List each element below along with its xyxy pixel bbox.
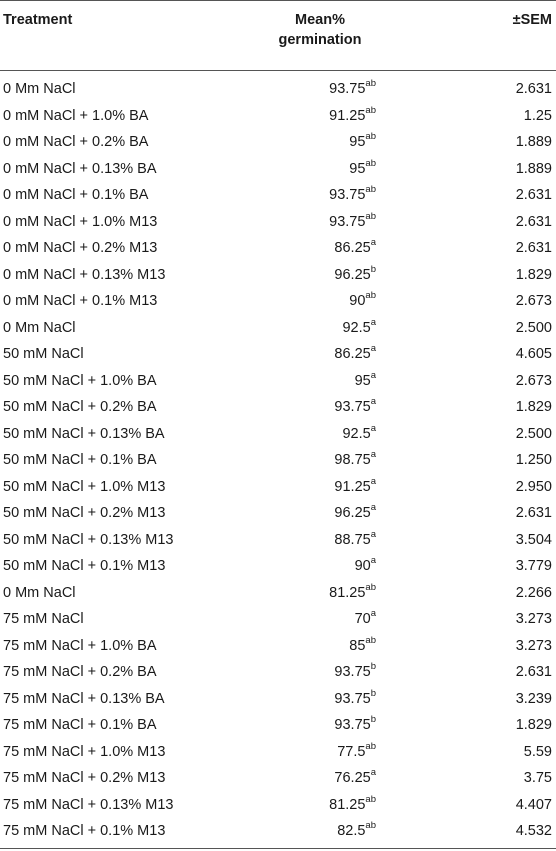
significance-letter: a (370, 343, 376, 355)
table-top-rule (0, 0, 556, 1)
sem-cell: 1.25 (523, 107, 552, 124)
table-row (0, 739, 556, 766)
mean-value: 96.25 (334, 266, 371, 283)
table-row (0, 659, 556, 686)
mean-germination-cell (334, 686, 376, 713)
mean-germination-cell (334, 341, 376, 368)
sem-cell: 3.75 (523, 770, 552, 786)
sem-cell: 4.605 (515, 346, 552, 362)
treatment-cell: 50 mM NaCl + 1.0% BA (3, 372, 157, 389)
table-row (0, 447, 556, 474)
mean-value: 91.25 (329, 107, 366, 124)
table-row (0, 580, 556, 607)
table-row (0, 553, 556, 580)
mean-germination-cell (334, 765, 376, 792)
mean-value: 82.5 (337, 823, 366, 839)
significance-letter: ab (365, 820, 376, 832)
treatment-cell: 0 mM NaCl + 0.2% M13 (3, 240, 158, 256)
treatment-cell: 0 Mm NaCl (3, 319, 76, 336)
treatment-cell: 0 mM NaCl + 0.2% BA (3, 134, 149, 150)
sem-cell: 1.250 (515, 452, 552, 468)
header-rule (0, 70, 556, 71)
sem-cell: 3.779 (515, 558, 552, 574)
table-row (0, 368, 556, 395)
treatment-cell: 0 Mm NaCl (3, 584, 76, 601)
table-row (0, 182, 556, 209)
mean-value: 93.75 (334, 717, 371, 733)
mean-germination-cell (349, 633, 376, 660)
mean-value: 86.25 (334, 346, 371, 362)
sem-cell: 2.500 (515, 425, 552, 442)
mean-germination-cell (337, 818, 376, 845)
mean-germination-cell (334, 394, 376, 421)
mean-value: 95 (349, 134, 366, 150)
sem-cell: 2.631 (515, 81, 552, 97)
significance-letter: ab (365, 793, 376, 805)
significance-letter: b (370, 263, 376, 275)
mean-value: 93.75 (334, 664, 371, 680)
sem-cell: 2.673 (515, 293, 552, 309)
table-bottom-rule (0, 848, 556, 849)
sem-cell: 1.889 (515, 134, 552, 150)
significance-letter: ab (365, 78, 376, 90)
mean-value: 92.5 (342, 319, 371, 336)
mean-value: 85 (349, 637, 366, 654)
mean-value: 77.5 (337, 743, 366, 760)
significance-letter: a (370, 528, 376, 540)
mean-germination-cell (329, 182, 376, 209)
mean-germination-cell (337, 739, 376, 766)
table-row (0, 394, 556, 421)
significance-letter: a (370, 316, 376, 328)
significance-letter: a (370, 369, 376, 381)
significance-letter: ab (365, 104, 376, 116)
sem-cell: 2.673 (515, 372, 552, 389)
treatment-cell: 0 Mm NaCl (3, 81, 76, 97)
treatment-cell: 75 mM NaCl + 0.13% M13 (3, 796, 174, 813)
table-row (0, 765, 556, 792)
significance-letter: ab (365, 210, 376, 222)
mean-germination-cell (334, 447, 376, 474)
table-row (0, 103, 556, 130)
significance-letter: ab (365, 157, 376, 169)
significance-letter: a (370, 396, 376, 408)
significance-letter: a (370, 555, 376, 567)
sem-cell: 2.631 (515, 664, 552, 680)
mean-value: 93.75 (334, 399, 371, 415)
significance-letter: ab (365, 290, 376, 302)
significance-letter: a (370, 608, 376, 620)
treatment-cell: 0 mM NaCl + 0.1% BA (3, 187, 149, 203)
treatment-cell: 50 mM NaCl + 0.2% M13 (3, 505, 166, 521)
significance-letter: ab (365, 581, 376, 593)
sem-cell: 1.829 (515, 399, 552, 415)
table-row (0, 421, 556, 448)
mean-value: 81.25 (329, 796, 366, 813)
treatment-cell: 75 mM NaCl + 0.2% BA (3, 664, 157, 680)
mean-value: 86.25 (334, 240, 371, 256)
sem-cell: 1.829 (515, 266, 552, 283)
mean-value: 93.75 (329, 213, 366, 230)
table-row (0, 792, 556, 819)
sem-cell: 2.631 (515, 505, 552, 521)
sem-cell: 2.950 (515, 478, 552, 495)
mean-germination-cell (334, 262, 376, 289)
table-row (0, 288, 556, 315)
mean-germination-cell (334, 235, 376, 262)
header-mean-line1: Mean% (295, 12, 345, 28)
mean-germination-cell (355, 553, 376, 580)
sem-cell: 2.500 (515, 319, 552, 336)
table-row (0, 527, 556, 554)
treatment-cell: 50 mM NaCl + 0.1% BA (3, 452, 157, 468)
sem-cell: 2.631 (515, 240, 552, 256)
mean-value: 92.5 (342, 425, 371, 442)
table-row (0, 129, 556, 156)
sem-cell: 3.273 (515, 637, 552, 654)
significance-letter: a (370, 475, 376, 487)
mean-germination-cell (334, 500, 376, 527)
sem-cell: 2.631 (515, 213, 552, 230)
mean-value: 90 (349, 293, 366, 309)
mean-germination-cell (349, 129, 376, 156)
header-sem: ±SEM (512, 12, 552, 28)
table-row (0, 686, 556, 713)
table-row (0, 500, 556, 527)
mean-value: 93.75 (329, 81, 366, 97)
table-body (0, 76, 556, 845)
mean-value: 76.25 (334, 770, 371, 786)
treatment-cell: 50 mM NaCl + 0.13% BA (3, 425, 165, 442)
mean-germination-cell (342, 421, 376, 448)
header-mean-germination (250, 10, 390, 50)
table-row (0, 235, 556, 262)
sem-cell: 3.504 (515, 531, 552, 548)
mean-germination-cell (334, 712, 376, 739)
sem-cell: 4.407 (515, 796, 552, 813)
significance-letter: ab (365, 740, 376, 752)
significance-letter: a (370, 502, 376, 514)
significance-letter: ab (365, 184, 376, 196)
mean-value: 98.75 (334, 452, 371, 468)
table-row (0, 341, 556, 368)
mean-germination-cell (329, 580, 376, 607)
mean-germination-cell (329, 792, 376, 819)
table-row (0, 315, 556, 342)
treatment-cell: 0 mM NaCl + 1.0% M13 (3, 213, 158, 230)
significance-letter: a (370, 422, 376, 434)
sem-cell: 1.829 (515, 717, 552, 733)
sem-cell: 5.59 (523, 743, 552, 760)
significance-letter: b (370, 661, 376, 673)
mean-value: 91.25 (334, 478, 371, 495)
significance-letter: a (370, 449, 376, 461)
treatment-cell: 75 mM NaCl + 0.2% M13 (3, 770, 166, 786)
mean-value: 95 (349, 160, 366, 177)
sem-cell: 4.532 (515, 823, 552, 839)
significance-letter: ab (365, 634, 376, 646)
treatment-cell: 75 mM NaCl + 0.1% BA (3, 717, 157, 733)
treatment-cell: 0 mM NaCl + 1.0% BA (3, 107, 149, 124)
table-row (0, 262, 556, 289)
mean-germination-cell (334, 527, 376, 554)
treatment-cell: 75 mM NaCl + 0.13% BA (3, 690, 165, 707)
treatment-cell: 0 mM NaCl + 0.13% BA (3, 160, 157, 177)
sem-cell: 3.273 (515, 611, 552, 627)
mean-germination-cell (342, 315, 376, 342)
sem-cell: 2.631 (515, 187, 552, 203)
mean-germination-cell (329, 76, 376, 103)
header-treatment: Treatment (3, 12, 73, 28)
treatment-cell: 50 mM NaCl + 0.13% M13 (3, 531, 174, 548)
mean-germination-cell (355, 368, 376, 395)
mean-germination-cell (334, 659, 376, 686)
sem-cell: 1.889 (515, 160, 552, 177)
header-mean-line2: germination (278, 32, 362, 48)
treatment-cell: 50 mM NaCl + 1.0% M13 (3, 478, 166, 495)
mean-germination-cell (349, 288, 376, 315)
treatment-cell: 75 mM NaCl (3, 611, 84, 627)
mean-germination-cell (329, 209, 376, 236)
sem-cell: 2.266 (515, 584, 552, 601)
mean-value: 96.25 (334, 505, 371, 521)
mean-germination-cell (334, 474, 376, 501)
table-row (0, 209, 556, 236)
mean-value: 88.75 (334, 531, 371, 548)
treatment-cell: 75 mM NaCl + 0.1% M13 (3, 823, 166, 839)
treatment-cell: 50 mM NaCl + 0.1% M13 (3, 558, 166, 574)
mean-value: 95 (354, 372, 371, 389)
mean-value: 81.25 (329, 584, 366, 601)
table-row (0, 156, 556, 183)
treatment-cell: 50 mM NaCl (3, 346, 84, 362)
sem-cell: 3.239 (515, 690, 552, 707)
treatment-cell: 50 mM NaCl + 0.2% BA (3, 399, 157, 415)
significance-letter: b (370, 714, 376, 726)
treatment-cell: 0 mM NaCl + 0.1% M13 (3, 293, 158, 309)
significance-letter: ab (365, 131, 376, 143)
significance-letter: b (370, 687, 376, 699)
mean-germination-cell (349, 156, 376, 183)
significance-letter: a (370, 237, 376, 249)
mean-germination-cell (355, 606, 376, 633)
significance-letter: a (370, 767, 376, 779)
mean-value: 93.75 (329, 187, 366, 203)
treatment-cell: 75 mM NaCl + 1.0% BA (3, 637, 157, 654)
treatment-cell: 75 mM NaCl + 1.0% M13 (3, 743, 166, 760)
treatment-cell: 0 mM NaCl + 0.13% M13 (3, 266, 166, 283)
mean-value: 70 (354, 611, 371, 627)
mean-value: 90 (354, 558, 371, 574)
table-row (0, 633, 556, 660)
table-row (0, 474, 556, 501)
table-row (0, 712, 556, 739)
mean-value: 93.75 (334, 690, 371, 707)
table-row (0, 818, 556, 845)
table-row (0, 76, 556, 103)
table-row (0, 606, 556, 633)
mean-germination-cell (329, 103, 376, 130)
